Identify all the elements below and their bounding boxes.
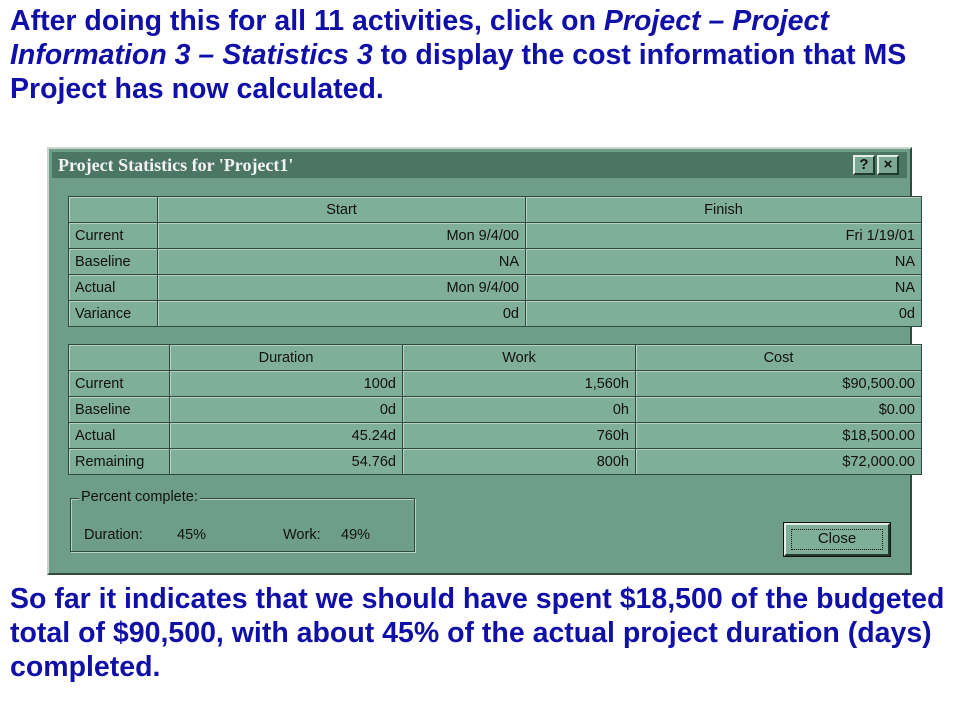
dialog-titlebar[interactable] bbox=[52, 152, 907, 178]
duration-value: 100d bbox=[170, 371, 403, 397]
start-value: Mon 9/4/00 bbox=[158, 223, 526, 249]
stats-table bbox=[68, 344, 922, 475]
finish-value: 0d bbox=[526, 301, 922, 327]
cost-value: $90,500.00 bbox=[636, 371, 922, 397]
table-row bbox=[69, 249, 922, 275]
work-value: 1,560h bbox=[403, 371, 636, 397]
bottom-caption: So far it indicates that we should have spent $18,500 of the budgeted total of $90,500, with about 45% of the actual project duration (days) completed. bbox=[10, 583, 945, 683]
menu-path: Project – Project Information 3 – Statistics 3 bbox=[10, 5, 829, 71]
start-value: NA bbox=[158, 249, 526, 275]
work-percent-label: Work: bbox=[283, 527, 321, 543]
col-header-work: Work bbox=[403, 345, 636, 371]
col-header-start: Start bbox=[158, 197, 526, 223]
corner-cell bbox=[69, 197, 158, 223]
close-button-label: Close bbox=[817, 530, 857, 547]
row-label: Current bbox=[69, 371, 170, 397]
table-row bbox=[69, 423, 922, 449]
work-value: 800h bbox=[403, 449, 636, 475]
cost-value: $72,000.00 bbox=[636, 449, 922, 475]
duration-value: 54.76d bbox=[170, 449, 403, 475]
help-button[interactable]: ? bbox=[853, 155, 875, 175]
col-header-cost: Cost bbox=[636, 345, 922, 371]
finish-value: NA bbox=[526, 275, 922, 301]
table-row bbox=[69, 371, 922, 397]
finish-value: NA bbox=[526, 249, 922, 275]
dates-table bbox=[68, 196, 922, 327]
col-header-duration: Duration bbox=[170, 345, 403, 371]
table-header-row bbox=[69, 345, 922, 371]
close-button[interactable] bbox=[784, 523, 890, 556]
project-statistics-dialog bbox=[47, 147, 915, 575]
row-label: Baseline bbox=[69, 249, 158, 275]
row-label: Remaining bbox=[69, 449, 170, 475]
close-icon[interactable]: × bbox=[877, 155, 899, 175]
dialog-title: Project Statistics for 'Project1' bbox=[58, 155, 294, 175]
percent-complete-group bbox=[70, 489, 415, 552]
duration-value: 45.24d bbox=[170, 423, 403, 449]
finish-value: Fri 1/19/01 bbox=[526, 223, 922, 249]
col-header-finish: Finish bbox=[526, 197, 922, 223]
table-row bbox=[69, 223, 922, 249]
work-percent-value: 49% bbox=[341, 527, 371, 543]
table-row bbox=[69, 275, 922, 301]
start-value: 0d bbox=[158, 301, 526, 327]
duration-value: 0d bbox=[170, 397, 403, 423]
duration-percent-label: Duration: bbox=[84, 527, 143, 543]
corner-cell bbox=[69, 345, 170, 371]
cost-value: $0.00 bbox=[636, 397, 922, 423]
work-value: 0h bbox=[403, 397, 636, 423]
row-label: Variance bbox=[69, 301, 158, 327]
table-row bbox=[69, 397, 922, 423]
table-header-row bbox=[69, 197, 922, 223]
work-value: 760h bbox=[403, 423, 636, 449]
top-caption: After doing this for all 11 activities, click on Project – Project Information 3 – Statistics 3 to display the cost information that MS Project has now calculated. bbox=[10, 5, 907, 105]
percent-complete-legend: Percent complete: bbox=[81, 489, 198, 505]
cost-value: $18,500.00 bbox=[636, 423, 922, 449]
row-label: Actual bbox=[69, 275, 158, 301]
table-row bbox=[69, 449, 922, 475]
start-value: Mon 9/4/00 bbox=[158, 275, 526, 301]
row-label: Baseline bbox=[69, 397, 170, 423]
row-label: Actual bbox=[69, 423, 170, 449]
duration-percent-value: 45% bbox=[177, 527, 207, 543]
row-label: Current bbox=[69, 223, 158, 249]
table-row bbox=[69, 301, 922, 327]
